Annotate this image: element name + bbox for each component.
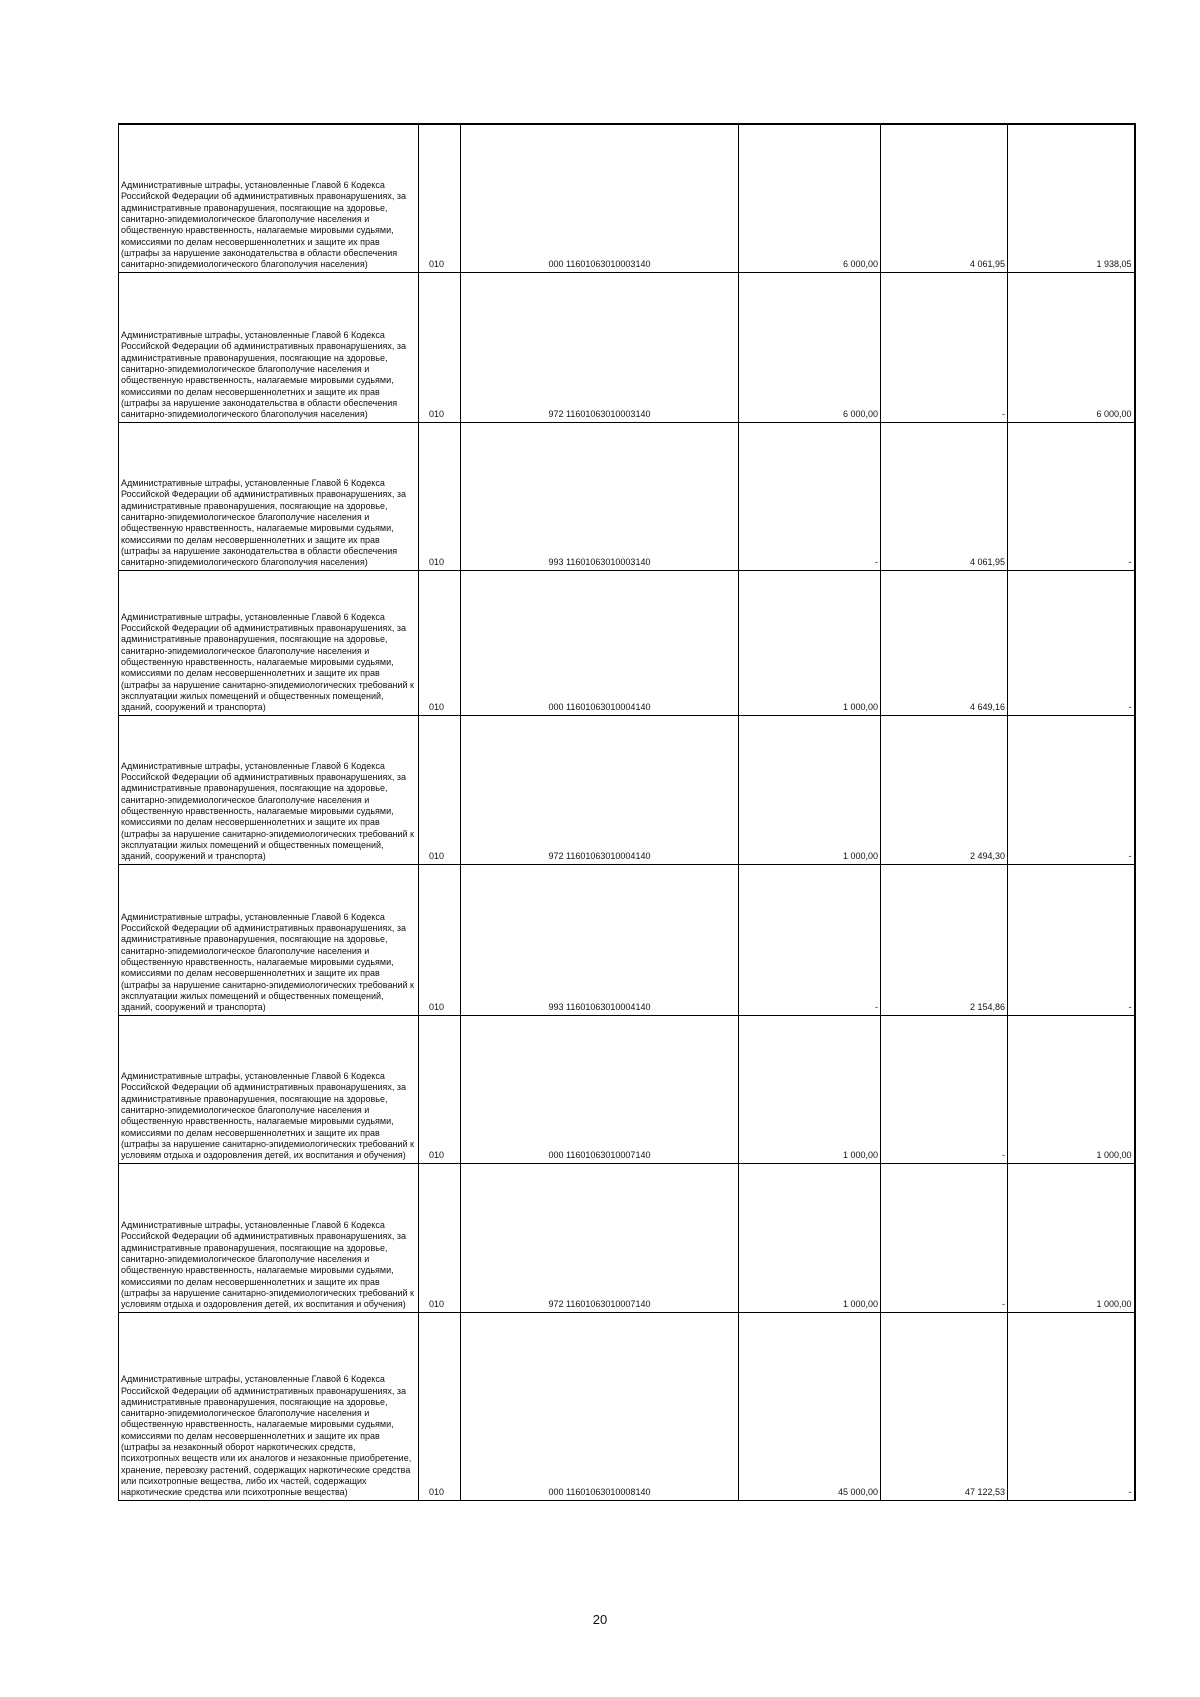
row-revenue-code: 993 11601063010003140 <box>461 422 739 570</box>
row-line-code: 010 <box>419 124 461 272</box>
table-row <box>119 272 1135 422</box>
row-unexecuted: - <box>1008 422 1135 570</box>
row-name: Административные штрафы, установленные Главой 6 Кодекса Российской Федерации об административных правонарушениях, за административные правонарушения, посягающие на здоровье, санитарно-эпидемиологическое благополучие населения и общественную нравственность, налагаемые мировыми судьями, комиссиями по делам несовершеннолетних и защите их прав (штрафы за нарушение санитарно-эпидемиологических требований к эксплуатации жилых помещений и общественных помещений, зданий, сооружений и транспорта) <box>119 864 419 1015</box>
row-line-code: 010 <box>419 422 461 570</box>
row-approved: 6 000,00 <box>739 272 881 422</box>
table-row <box>119 715 1135 864</box>
table-row <box>119 1163 1135 1312</box>
row-revenue-code: 993 11601063010004140 <box>461 864 739 1015</box>
row-revenue-code: 972 11601063010003140 <box>461 272 739 422</box>
row-line-code: 010 <box>419 1163 461 1312</box>
row-line-code: 010 <box>419 864 461 1015</box>
row-revenue-code: 972 11601063010007140 <box>461 1163 739 1312</box>
row-executed: 2 154,86 <box>881 864 1008 1015</box>
row-unexecuted: - <box>1008 864 1135 1015</box>
row-revenue-code: 000 11601063010004140 <box>461 570 739 715</box>
row-executed: - <box>881 1163 1008 1312</box>
row-executed: - <box>881 272 1008 422</box>
row-executed: 47 122,53 <box>881 1312 1008 1500</box>
row-unexecuted: 1 938,05 <box>1008 124 1135 272</box>
table-row <box>119 422 1135 570</box>
row-unexecuted: 6 000,00 <box>1008 272 1135 422</box>
revenue-report-table <box>118 123 1136 1501</box>
page-number: 20 <box>592 1612 608 1627</box>
table-row <box>119 864 1135 1015</box>
row-executed: 4 061,95 <box>881 124 1008 272</box>
row-approved: 1 000,00 <box>739 715 881 864</box>
row-approved: 1 000,00 <box>739 1163 881 1312</box>
row-name: Административные штрафы, установленные Главой 6 Кодекса Российской Федерации об административных правонарушениях, за административные правонарушения, посягающие на здоровье, санитарно-эпидемиологическое благополучие населения и общественную нравственность, налагаемые мировыми судьями, комиссиями по делам несовершеннолетних и защите их прав (штрафы за нарушение санитарно-эпидемиологических требований к эксплуатации жилых помещений и общественных помещений, зданий, сооружений и транспорта) <box>119 570 419 715</box>
row-executed: 4 061,95 <box>881 422 1008 570</box>
row-name: Административные штрафы, установленные Главой 6 Кодекса Российской Федерации об административных правонарушениях, за административные правонарушения, посягающие на здоровье, санитарно-эпидемиологическое благополучие населения и общественную нравственность, налагаемые мировыми судьями, комиссиями по делам несовершеннолетних и защите их прав (штрафы за нарушение законодательства в области обеспечения санитарно-эпидемиологического благополучия населения) <box>119 124 419 272</box>
row-line-code: 010 <box>419 272 461 422</box>
row-line-code: 010 <box>419 570 461 715</box>
row-unexecuted: - <box>1008 1312 1135 1500</box>
row-name: Административные штрафы, установленные Главой 6 Кодекса Российской Федерации об административных правонарушениях, за административные правонарушения, посягающие на здоровье, санитарно-эпидемиологическое благополучие населения и общественную нравственность, налагаемые мировыми судьями, комиссиями по делам несовершеннолетних и защите их прав (штрафы за нарушение санитарно-эпидемиологических требований к условиям отдыха и оздоровления детей, их воспитания и обучения) <box>119 1015 419 1163</box>
row-approved: 45 000,00 <box>739 1312 881 1500</box>
row-line-code: 010 <box>419 1312 461 1500</box>
row-revenue-code: 000 11601063010008140 <box>461 1312 739 1500</box>
row-name: Административные штрафы, установленные Главой 6 Кодекса Российской Федерации об административных правонарушениях, за административные правонарушения, посягающие на здоровье, санитарно-эпидемиологическое благополучие населения и общественную нравственность, налагаемые мировыми судьями, комиссиями по делам несовершеннолетних и защите их прав (штрафы за нарушение санитарно-эпидемиологических требований к эксплуатации жилых помещений и общественных помещений, зданий, сооружений и транспорта) <box>119 715 419 864</box>
row-name: Административные штрафы, установленные Главой 6 Кодекса Российской Федерации об административных правонарушениях, за административные правонарушения, посягающие на здоровье, санитарно-эпидемиологическое благополучие населения и общественную нравственность, налагаемые мировыми судьями, комиссиями по делам несовершеннолетних и защите их прав (штрафы за нарушение законодательства в области обеспечения санитарно-эпидемиологического благополучия населения) <box>119 272 419 422</box>
row-name: Административные штрафы, установленные Главой 6 Кодекса Российской Федерации об административных правонарушениях, за административные правонарушения, посягающие на здоровье, санитарно-эпидемиологическое благополучие населения и общественную нравственность, налагаемые мировыми судьями, комиссиями по делам несовершеннолетних и защите их прав (штрафы за нарушение санитарно-эпидемиологических требований к условиям отдыха и оздоровления детей, их воспитания и обучения) <box>119 1163 419 1312</box>
row-approved: 1 000,00 <box>739 570 881 715</box>
row-revenue-code: 000 11601063010003140 <box>461 124 739 272</box>
table-row <box>119 124 1135 272</box>
row-approved: - <box>739 864 881 1015</box>
table-row <box>119 1015 1135 1163</box>
row-revenue-code: 000 11601063010007140 <box>461 1015 739 1163</box>
row-line-code: 010 <box>419 1015 461 1163</box>
row-revenue-code: 972 11601063010004140 <box>461 715 739 864</box>
row-unexecuted: 1 000,00 <box>1008 1015 1135 1163</box>
row-name: Административные штрафы, установленные Главой 6 Кодекса Российской Федерации об административных правонарушениях, за административные правонарушения, посягающие на здоровье, санитарно-эпидемиологическое благополучие населения и общественную нравственность, налагаемые мировыми судьями, комиссиями по делам несовершеннолетних и защите их прав (штрафы за нарушение законодательства в области обеспечения санитарно-эпидемиологического благополучия населения) <box>119 422 419 570</box>
row-executed: 2 494,30 <box>881 715 1008 864</box>
row-executed: 4 649,16 <box>881 570 1008 715</box>
row-unexecuted: - <box>1008 715 1135 864</box>
row-executed: - <box>881 1015 1008 1163</box>
row-approved: 6 000,00 <box>739 124 881 272</box>
row-approved: - <box>739 422 881 570</box>
row-unexecuted: - <box>1008 570 1135 715</box>
row-approved: 1 000,00 <box>739 1015 881 1163</box>
row-line-code: 010 <box>419 715 461 864</box>
row-name: Административные штрафы, установленные Главой 6 Кодекса Российской Федерации об административных правонарушениях, за административные правонарушения, посягающие на здоровье, санитарно-эпидемиологическое благополучие населения и общественную нравственность, налагаемые мировыми судьями, комиссиями по делам несовершеннолетних и защите их прав (штрафы за незаконный оборот наркотических средств, психотропных веществ или их аналогов и незаконные приобретение, хранение, перевозку растений, содержащих наркотические средства или психотропные вещества, либо их частей, содержащих наркотические средства или психотропные вещества) <box>119 1312 419 1500</box>
table-row <box>119 1312 1135 1500</box>
table-row <box>119 570 1135 715</box>
row-unexecuted: 1 000,00 <box>1008 1163 1135 1312</box>
